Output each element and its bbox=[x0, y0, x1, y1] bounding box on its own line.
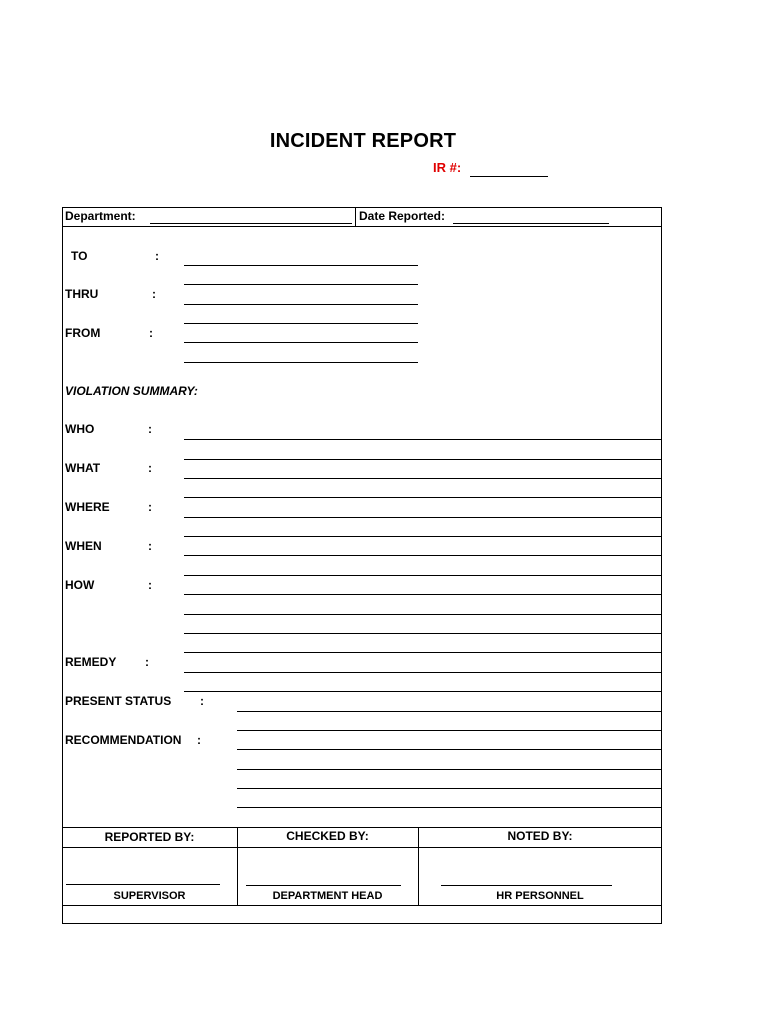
to-colon: : bbox=[155, 249, 159, 263]
noted-by-heading: NOTED BY: bbox=[507, 829, 573, 843]
present-status-field-line-2[interactable] bbox=[237, 730, 662, 731]
who-label: WHO bbox=[65, 422, 95, 436]
remedy-label: REMEDY bbox=[65, 655, 117, 669]
when-label: WHEN bbox=[65, 539, 102, 553]
thru-colon: : bbox=[152, 287, 156, 301]
remedy-field-line-1[interactable] bbox=[184, 672, 662, 673]
where-field-line-1[interactable] bbox=[184, 517, 662, 518]
thru-field-line-2[interactable] bbox=[184, 323, 418, 324]
recommendation-field-line-4[interactable] bbox=[237, 807, 662, 808]
thru-label: THRU bbox=[65, 287, 99, 301]
present-status-label: PRESENT STATUS bbox=[65, 694, 172, 708]
recommendation-field-line-3[interactable] bbox=[237, 788, 662, 789]
remedy-colon: : bbox=[145, 655, 149, 669]
what-field-line-2[interactable] bbox=[184, 497, 662, 498]
header-column-divider bbox=[355, 207, 356, 227]
supervisor-caption: SUPERVISOR bbox=[113, 890, 186, 902]
what-label: WHAT bbox=[65, 461, 101, 475]
page-title: INCIDENT REPORT bbox=[269, 130, 457, 152]
department-field[interactable] bbox=[150, 223, 352, 224]
violation-summary-heading: VIOLATION SUMMARY: bbox=[65, 384, 198, 398]
signature-header-divider bbox=[62, 847, 662, 848]
ir-number-field[interactable] bbox=[470, 176, 548, 177]
from-field-line-1[interactable] bbox=[184, 342, 418, 343]
header-divider bbox=[62, 226, 662, 227]
department-head-caption: DEPARTMENT HEAD bbox=[272, 890, 383, 902]
recommendation-field-line-2[interactable] bbox=[237, 769, 662, 770]
how-field-line-4[interactable] bbox=[184, 652, 662, 653]
ir-number-label: IR #: bbox=[433, 160, 462, 175]
where-label: WHERE bbox=[65, 500, 110, 514]
present-status-field-line-1[interactable] bbox=[237, 711, 662, 712]
date-reported-field[interactable] bbox=[453, 223, 609, 224]
when-field-line-1[interactable] bbox=[184, 555, 662, 556]
what-colon: : bbox=[148, 461, 152, 475]
date-reported-label: Date Reported: bbox=[359, 209, 446, 223]
department-label: Department: bbox=[65, 209, 136, 223]
reported-by-heading: REPORTED BY: bbox=[104, 830, 195, 844]
signature-table-bottom bbox=[62, 905, 662, 906]
hr-personnel-signature-line[interactable] bbox=[441, 885, 612, 886]
thru-field-line-1[interactable] bbox=[184, 304, 418, 305]
signature-table-top bbox=[62, 827, 662, 828]
how-label: HOW bbox=[65, 578, 95, 592]
who-field-line-1[interactable] bbox=[184, 439, 662, 440]
when-colon: : bbox=[148, 539, 152, 553]
checked-by-heading: CHECKED BY: bbox=[286, 829, 369, 843]
how-field-line-2[interactable] bbox=[184, 614, 662, 615]
how-colon: : bbox=[148, 578, 152, 592]
where-colon: : bbox=[148, 500, 152, 514]
how-field-line-1[interactable] bbox=[184, 594, 662, 595]
from-colon: : bbox=[149, 326, 153, 340]
report-form-frame bbox=[62, 207, 662, 924]
remedy-field-line-2[interactable] bbox=[184, 691, 662, 692]
recommendation-field-line-1[interactable] bbox=[237, 749, 662, 750]
when-field-line-2[interactable] bbox=[184, 575, 662, 576]
from-field-line-2[interactable] bbox=[184, 362, 418, 363]
to-label: TO bbox=[71, 249, 88, 263]
hr-personnel-caption: HR PERSONNEL bbox=[496, 890, 584, 902]
supervisor-signature-line[interactable] bbox=[66, 884, 220, 885]
who-colon: : bbox=[148, 422, 152, 436]
what-field-line-1[interactable] bbox=[184, 478, 662, 479]
from-label: FROM bbox=[65, 326, 101, 340]
who-field-line-2[interactable] bbox=[184, 459, 662, 460]
present-status-colon: : bbox=[200, 694, 204, 708]
how-field-line-3[interactable] bbox=[184, 633, 662, 634]
where-field-line-2[interactable] bbox=[184, 536, 662, 537]
to-field-line-1[interactable] bbox=[184, 265, 418, 266]
to-field-line-2[interactable] bbox=[184, 284, 418, 285]
recommendation-label: RECOMMENDATION bbox=[65, 733, 182, 747]
recommendation-colon: : bbox=[197, 733, 201, 747]
department-head-signature-line[interactable] bbox=[246, 885, 401, 886]
